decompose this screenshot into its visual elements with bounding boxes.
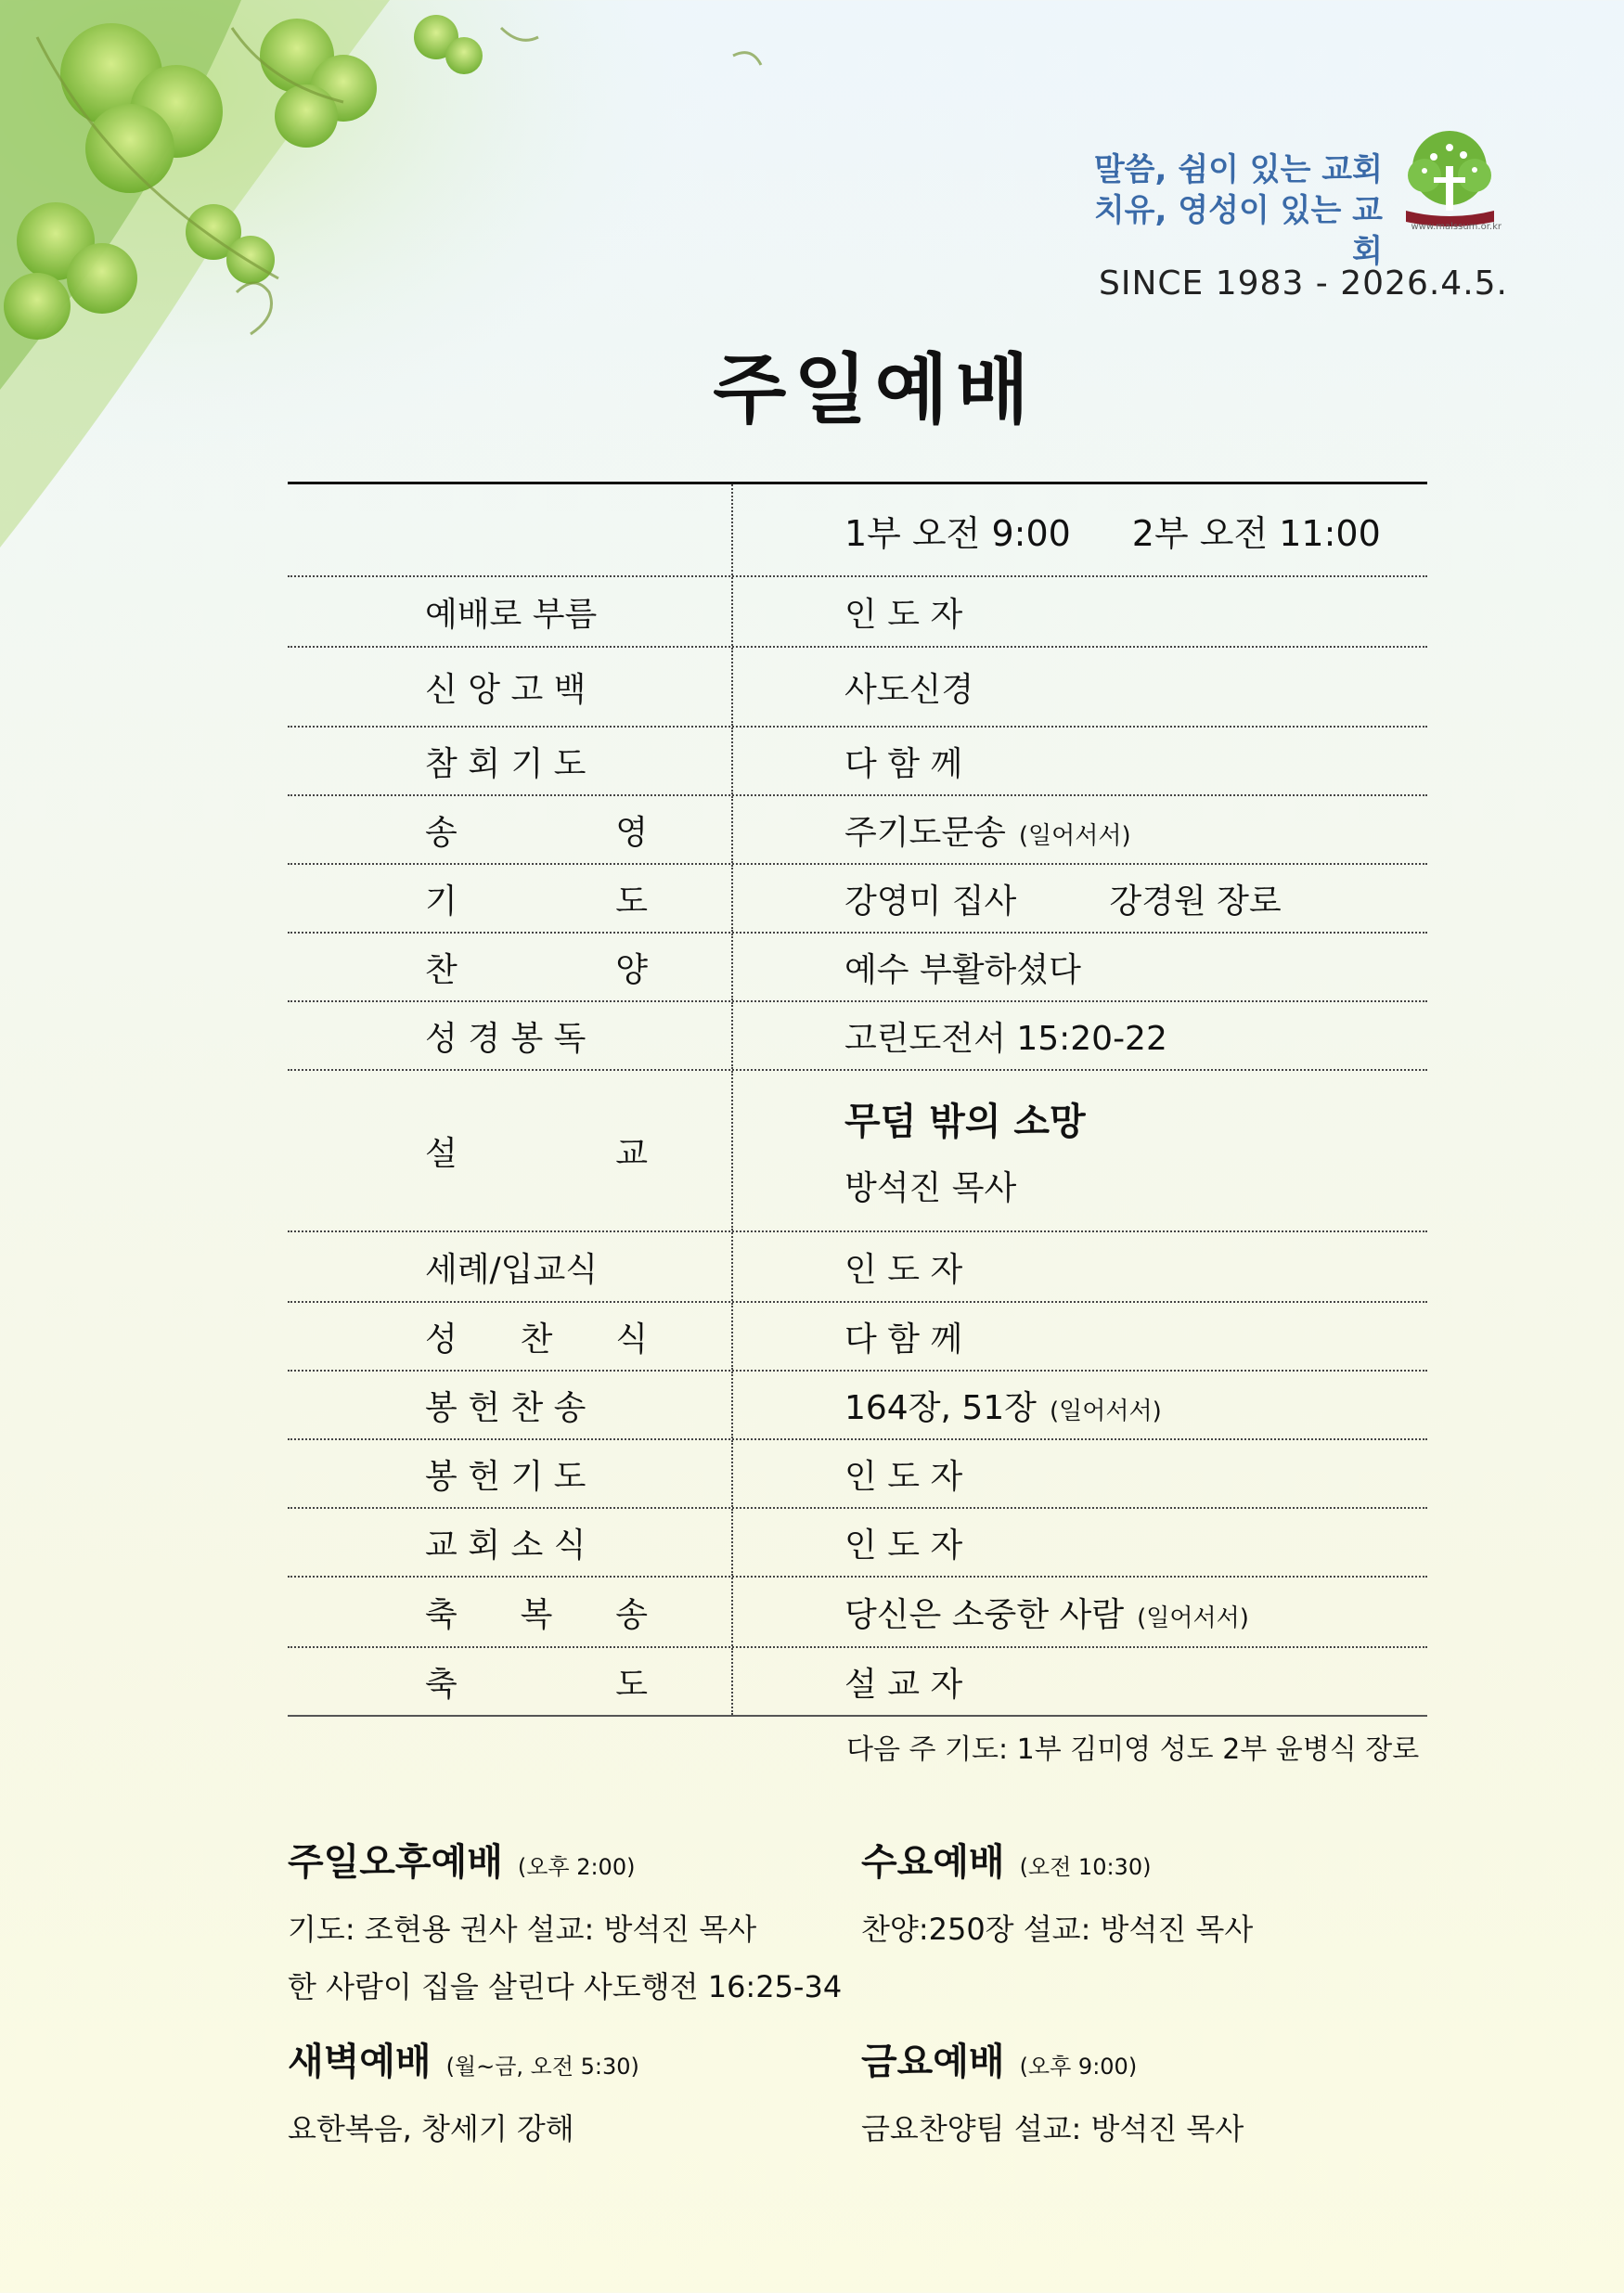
clover-decoration (0, 0, 798, 557)
page-title: 주일예배 (713, 346, 1037, 434)
order-row (288, 1002, 1427, 1071)
sermon-row (288, 1071, 1427, 1232)
standing-note: (일어서서) (1049, 1397, 1162, 1425)
order-value: 고린도전서 15:20-22 (844, 1019, 1167, 1058)
tree-logo-icon (1397, 129, 1503, 231)
order-label: 성 찬 식 (288, 1303, 733, 1370)
order-row (288, 1232, 1427, 1303)
order-row (288, 728, 1427, 796)
order-value: 인 도 자 (844, 595, 963, 634)
order-value: 다 함 께 (844, 744, 963, 783)
order-label: 예배로 부름 (288, 577, 733, 646)
order-label: 축 복 송 (288, 1578, 733, 1646)
order-row (288, 648, 1427, 728)
friday-service (861, 2032, 1244, 2148)
service-detail: 한 사람이 집을 살린다 사도행전 16:25-34 (288, 1969, 843, 2004)
order-label: 참 회 기 도 (288, 728, 733, 794)
sunday-afternoon-service (288, 1833, 842, 2006)
order-value: 예수 부활하셨다 (844, 950, 1081, 989)
service-detail: 금요찬양팀 설교: 방석진 목사 (861, 2111, 1244, 2146)
since-date: SINCE 1983 - 2026.4.5. (1099, 264, 1508, 303)
first-service-time: 1부 오전 9:00 (844, 512, 1071, 554)
next-week-prayer: 다음 주 기도: 1부 김미영 성도 2부 윤병식 장로 (846, 1733, 1420, 1766)
order-label: 세례/입교식 (288, 1232, 733, 1301)
slogan-line-1: 말씀, 쉼이 있는 교회 (1093, 151, 1383, 188)
order-row (288, 1372, 1427, 1440)
order-label: 찬 양 (288, 934, 733, 1000)
order-label: 봉 헌 찬 송 (288, 1372, 733, 1438)
order-value: 설 교 자 (844, 1665, 963, 1704)
service-times-row (288, 484, 1427, 577)
order-value: 인 도 자 (844, 1526, 963, 1565)
order-row (288, 934, 1427, 1002)
order-value: 인 도 자 (844, 1457, 963, 1496)
order-row (288, 1648, 1427, 1717)
order-row (288, 1578, 1427, 1648)
standing-note: (일어서서) (1018, 821, 1131, 850)
standing-note: (일어서서) (1137, 1604, 1249, 1632)
service-title: 수요예배 (861, 1841, 1005, 1884)
prayer-second: 강경원 장로 (1109, 882, 1282, 921)
sermon-title: 무덤 밖의 소망 (844, 1101, 1086, 1143)
preacher: 방석진 목사 (844, 1169, 1017, 1207)
order-row (288, 1440, 1427, 1509)
service-title: 주일오후예배 (288, 1841, 503, 1884)
order-value: 사도신경 (844, 670, 974, 709)
order-row (288, 865, 1427, 934)
service-detail: 요한복음, 창세기 강해 (288, 2111, 574, 2146)
dawn-service (288, 2032, 639, 2148)
prayer-first: 강영미 집사 (844, 882, 1017, 921)
order-value: 주기도문송 (844, 813, 1006, 852)
service-title: 새벽예배 (288, 2041, 432, 2083)
church-slogan (1086, 149, 1383, 272)
logo-url: www.malssum.or.kr (1411, 222, 1502, 232)
slogan-line-2: 치유, 영성이 있는 교회 (1093, 192, 1383, 270)
wednesday-service (861, 1833, 1253, 1949)
order-value: 당신은 소중한 사람 (844, 1595, 1125, 1634)
order-label: 기 도 (288, 865, 733, 932)
service-detail: 찬양:250장 설교: 방석진 목사 (861, 1912, 1254, 1947)
service-detail: 기도: 조현용 권사 설교: 방석진 목사 (288, 1912, 757, 1947)
order-row (288, 796, 1427, 865)
order-label: 교 회 소 식 (288, 1509, 733, 1576)
church-logo (1086, 125, 1503, 270)
order-of-worship (288, 482, 1427, 1717)
order-label: 봉 헌 기 도 (288, 1440, 733, 1507)
service-time: (오전 10:30) (1019, 1854, 1152, 1880)
service-time: (월~금, 오전 5:30) (445, 2054, 639, 2080)
order-label: 설 교 (288, 1071, 733, 1230)
order-value: 다 함 께 (844, 1320, 963, 1359)
order-row (288, 577, 1427, 648)
order-label: 성 경 봉 독 (288, 1002, 733, 1069)
order-value: 인 도 자 (844, 1250, 963, 1289)
service-time: (오후 2:00) (517, 1854, 636, 1880)
order-label: 송 영 (288, 796, 733, 863)
service-time: (오후 9:00) (1019, 2054, 1138, 2080)
order-row (288, 1509, 1427, 1578)
order-value: 164장, 51장 (844, 1388, 1037, 1427)
order-label: 축 도 (288, 1648, 733, 1715)
service-title: 금요예배 (861, 2041, 1005, 2083)
order-row (288, 1303, 1427, 1372)
second-service-time: 2부 오전 11:00 (1131, 512, 1381, 554)
order-label: 신 앙 고 백 (288, 648, 733, 726)
